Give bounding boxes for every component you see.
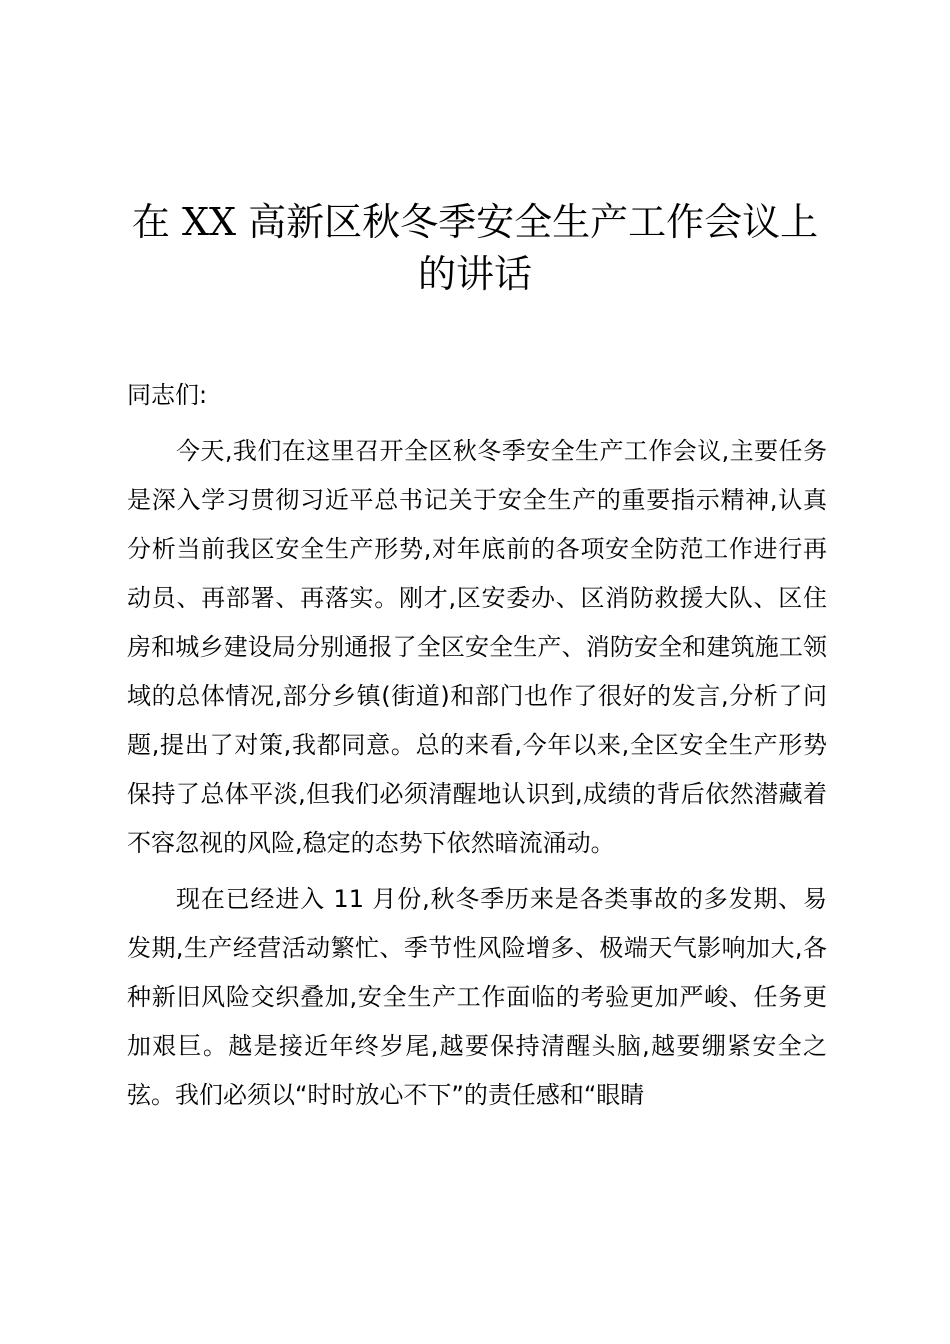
paragraph-1: 今天,我们在这里召开全区秋冬季安全生产工作会议,主要任务是深入学习贯彻习近平总书记关于安全生产的重要指示精神,认真分析当前我区安全生产形势,对年底前的各项安全防范工作进行再动员、再部署、再落实。刚才,区安委办、区消防救援大队、区住房和城乡建设局分别通报了全区安全生产、消防安全和建筑施工领域的总体情况,部分乡镇(街道)和部门也作了很好的发言,分析了问题,提出了对策,我都同意。总的来看,今年以来,全区安全生产形势保持了总体平淡,但我们必须清醒地认识到,成绩的背后依然潜藏着不容忽视的风险,稳定的态势下依然暗流涌动。 (127, 437, 827, 857)
document-body (127, 371, 827, 1120)
title-line-2: 的讲话 (417, 252, 532, 296)
document-title (120, 196, 830, 300)
salutation: 同志们: (127, 381, 208, 409)
title-line-1: 在 XX 高新区秋冬季安全生产工作会议上 (131, 200, 819, 244)
paragraph-2: 现在已经进入 11 月份,秋冬季历来是各类事故的多发期、易发期,生产经营活动繁忙、季节性风险增多、极端天气影响加大,各种新旧风险交织叠加,安全生产工作面临的考验更加严峻、任务更加艰巨。越是接近年终岁尾,越要保持清醒头脑,越要绷紧安全之弦。我们必须以“时时放心不下”的责任感和“眼睛 (127, 885, 827, 1109)
